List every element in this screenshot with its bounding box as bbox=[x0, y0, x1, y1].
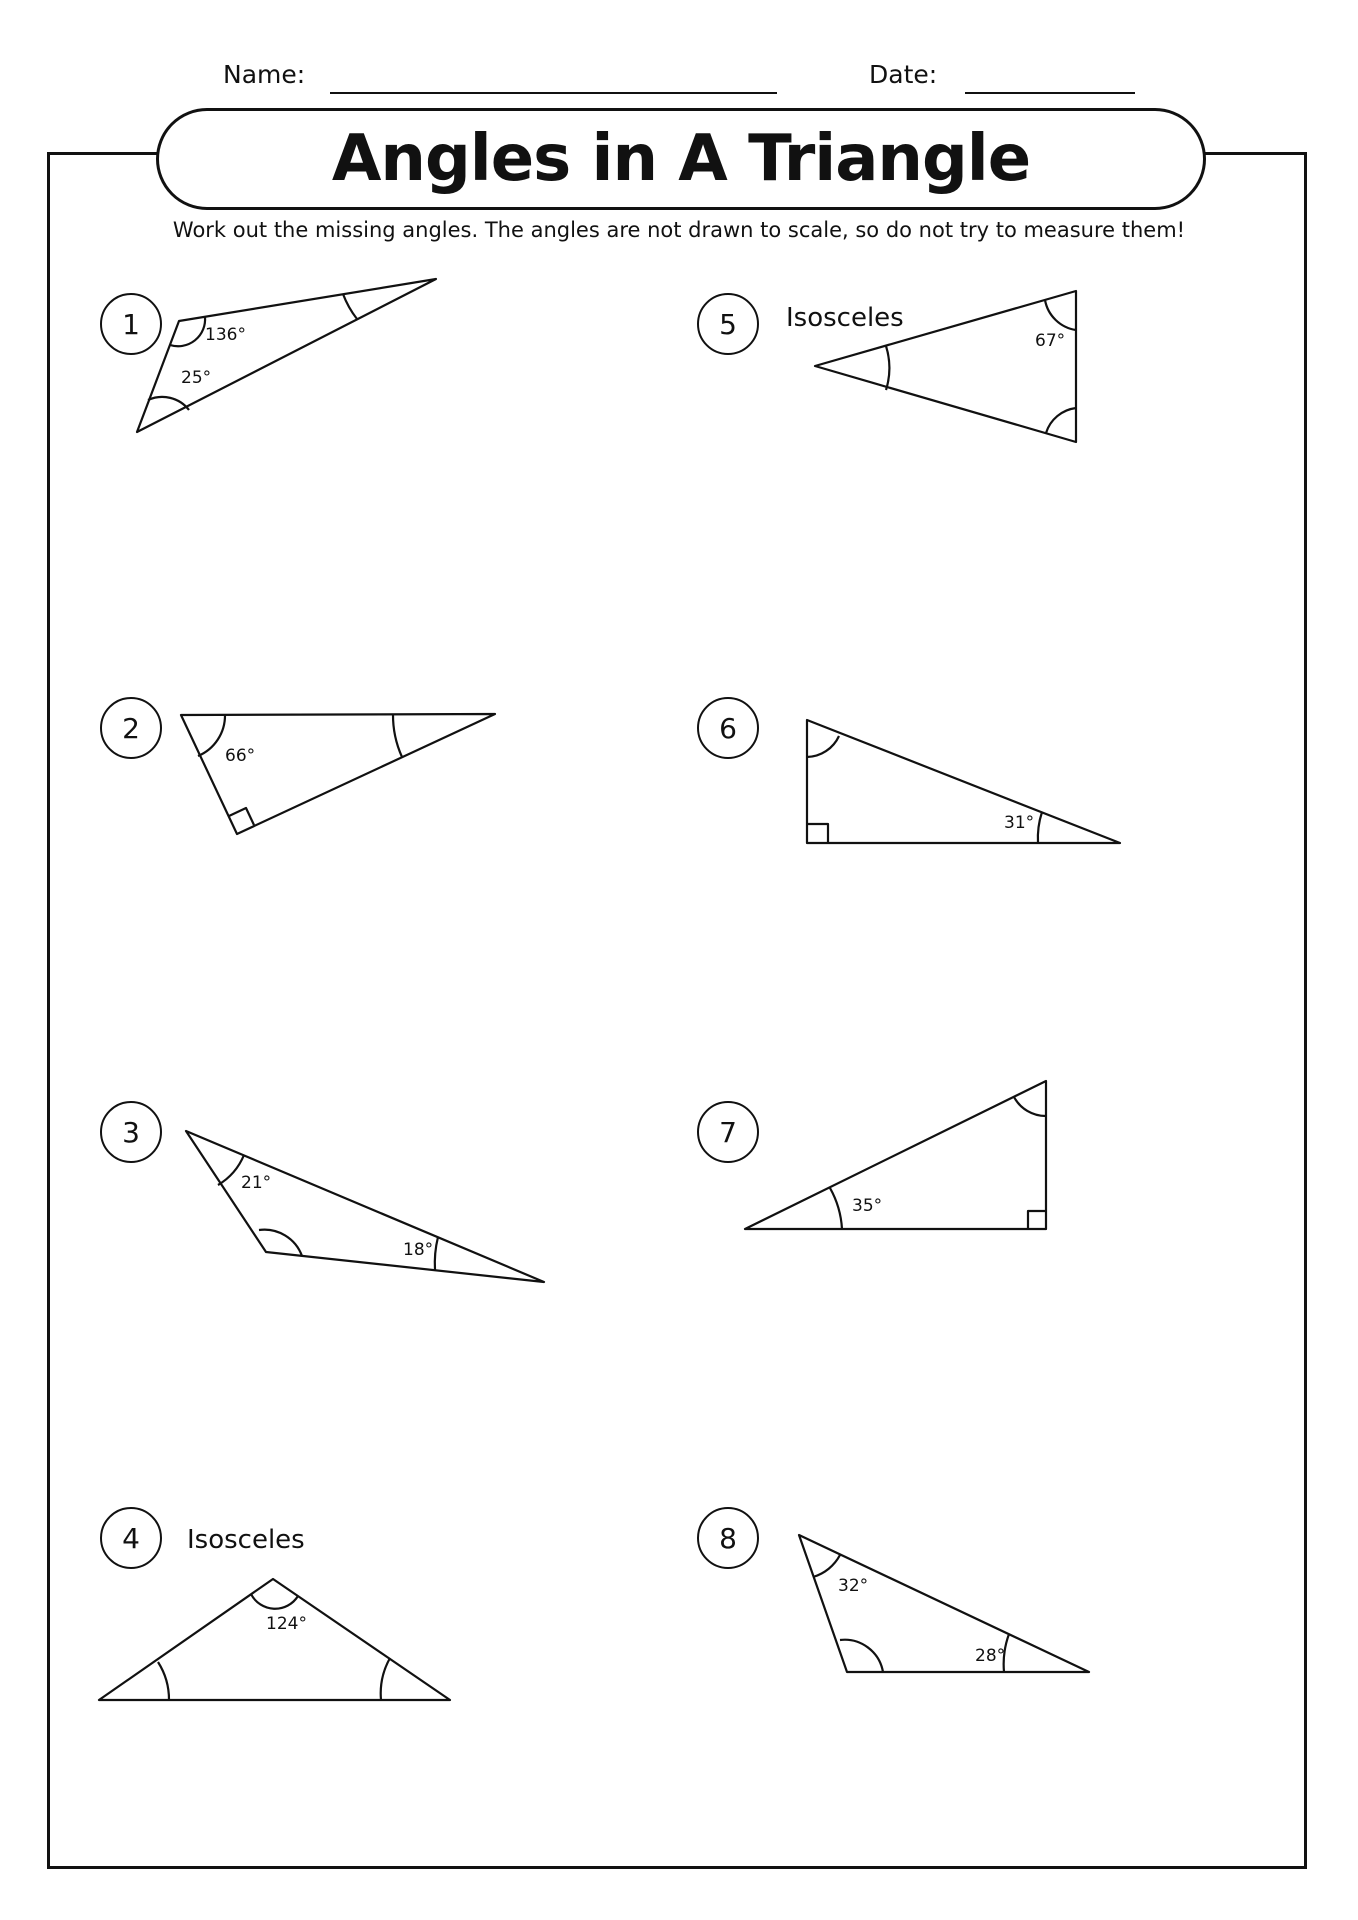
question-number-8: 8 bbox=[697, 1507, 759, 1569]
triangle-2-outline bbox=[181, 714, 495, 834]
triangle-1 bbox=[137, 279, 436, 432]
triangle-6-outline bbox=[807, 720, 1120, 843]
question-number-7: 7 bbox=[697, 1101, 759, 1163]
q6-angle-label-1: 31° bbox=[1004, 813, 1035, 833]
q8-angle-label-2: 28° bbox=[975, 1646, 1006, 1666]
triangle-5-angle-arc-c bbox=[1046, 408, 1076, 433]
triangle-3-angle-arc-c bbox=[435, 1237, 438, 1270]
triangle-2-angle-arc-a bbox=[198, 715, 225, 756]
triangle-5 bbox=[815, 291, 1076, 442]
triangle-2 bbox=[181, 714, 495, 834]
triangle-8 bbox=[799, 1535, 1089, 1672]
triangle-4 bbox=[99, 1579, 450, 1700]
triangle-3 bbox=[186, 1131, 544, 1282]
triangle-5-outline bbox=[815, 291, 1076, 442]
triangle-1-angle-arc-c bbox=[343, 294, 357, 319]
page-title: Angles in A Triangle bbox=[331, 122, 1031, 196]
q1-angle-label-1: 136° bbox=[205, 325, 246, 345]
q1-angle-label-2: 25° bbox=[181, 368, 212, 388]
triangle-6-angle-arc-a bbox=[807, 736, 839, 757]
triangle-1-outline bbox=[137, 279, 436, 432]
question-number-1: 1 bbox=[100, 293, 162, 355]
question-number-6: 6 bbox=[697, 697, 759, 759]
triangle-6-angle-arc-b bbox=[1038, 812, 1042, 843]
question-5-note: Isosceles bbox=[786, 303, 904, 333]
triangle-7 bbox=[745, 1081, 1046, 1229]
q3-angle-label-2: 18° bbox=[403, 1240, 434, 1260]
triangle-8-angle-arc-a bbox=[813, 1555, 840, 1577]
triangle-5-angle-arc-a bbox=[886, 346, 889, 390]
name-label: Name: bbox=[223, 60, 306, 89]
triangle-4-angle-arc-b bbox=[158, 1662, 169, 1700]
question-number-2: 2 bbox=[100, 697, 162, 759]
triangle-7-angle-arc-b bbox=[1014, 1097, 1046, 1116]
triangle-3-outline bbox=[186, 1131, 544, 1282]
triangle-6-right-angle-mark bbox=[807, 824, 828, 843]
triangle-5-angle-arc-b bbox=[1045, 300, 1076, 330]
triangle-4-angle-arc-a bbox=[251, 1594, 298, 1609]
q7-angle-label-1: 35° bbox=[852, 1196, 883, 1216]
triangle-7-right-angle-mark bbox=[1028, 1211, 1046, 1229]
triangle-2-angle-arc-b bbox=[393, 714, 402, 757]
date-label: Date: bbox=[869, 60, 938, 89]
triangle-7-angle-arc-a bbox=[830, 1188, 842, 1229]
instructions: Work out the missing angles. The angles are not drawn to scale, so do not try to measure them! bbox=[172, 218, 1186, 242]
triangle-8-outline bbox=[799, 1535, 1089, 1672]
triangle-7-outline bbox=[745, 1081, 1046, 1229]
question-number-3: 3 bbox=[100, 1101, 162, 1163]
q2-angle-label-1: 66° bbox=[225, 746, 256, 766]
triangle-4-angle-arc-c bbox=[381, 1658, 390, 1700]
question-4-note: Isosceles bbox=[187, 1525, 305, 1555]
triangle-6 bbox=[807, 720, 1120, 843]
q4-angle-label-1: 124° bbox=[266, 1614, 307, 1634]
question-number-5: 5 bbox=[697, 293, 759, 355]
q3-angle-label-1: 21° bbox=[241, 1173, 272, 1193]
q8-angle-label-1: 32° bbox=[838, 1576, 869, 1596]
question-number-4: 4 bbox=[100, 1507, 162, 1569]
q5-angle-label-1: 67° bbox=[1035, 331, 1066, 351]
triangle-4-outline bbox=[99, 1579, 450, 1700]
